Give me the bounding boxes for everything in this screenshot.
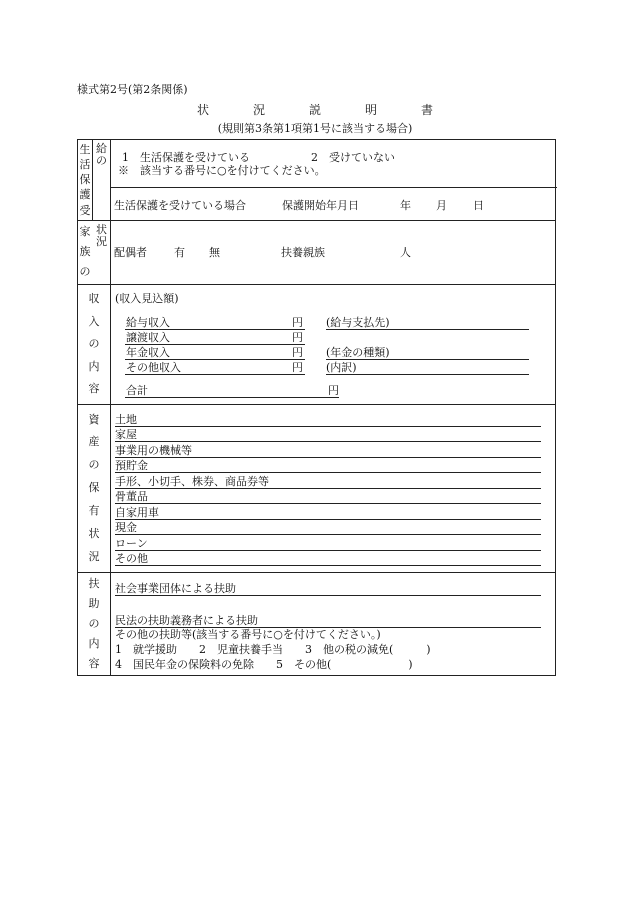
document-subtitle: (規則第3条第1項第1号に該当する場合) <box>217 122 413 135</box>
year-label: 年 <box>400 199 411 212</box>
label-char: の <box>88 617 100 631</box>
section-label-family <box>78 222 92 282</box>
label-char: 状 <box>88 526 100 540</box>
spouse-label: 配偶者 <box>114 246 147 259</box>
asset-field-line <box>115 503 541 504</box>
asset-item: 事業用の機械等 <box>115 444 192 457</box>
employer-label: (給与支払先) <box>326 316 390 329</box>
label-column-border <box>110 140 111 675</box>
circle-instruction: ※ 該当する番号に○を付けてください。 <box>118 164 326 177</box>
asset-item: 骨董品 <box>115 490 148 503</box>
total-field-line <box>125 397 339 398</box>
label-char: の <box>88 337 100 351</box>
total-unit: 円 <box>328 384 339 397</box>
assistance-options-row2: 4 国民年金の保険料の免除 5 その他( ) <box>115 658 413 671</box>
income-field-line <box>125 344 305 345</box>
persons-unit: 人 <box>400 246 411 259</box>
label-char: 産 <box>88 435 100 449</box>
month-label: 月 <box>436 199 447 212</box>
label-char: 助 <box>88 597 100 611</box>
title-char: 説 <box>308 103 321 117</box>
status-form-table <box>77 139 556 676</box>
social-org-assistance: 社会事業団体による扶助 <box>115 582 236 595</box>
spouse-yes: 有 <box>174 246 185 259</box>
dependents-label: 扶養親族 <box>281 246 325 259</box>
breakdown-field-line <box>326 374 529 375</box>
pension-type-label: (年金の種類) <box>326 346 390 359</box>
asset-field-line <box>115 472 541 473</box>
welfare-option-not-receiving: 2 受けていない <box>311 151 395 164</box>
asset-field-line <box>115 488 541 489</box>
income-field-line <box>125 374 305 375</box>
income-unit: 円 <box>292 331 303 344</box>
section-label-assets <box>78 408 110 568</box>
other-assistance-note: その他の扶助等(該当する番号に○を付けてください。) <box>115 628 381 641</box>
label-char: 容 <box>88 381 100 395</box>
assistance-field-line <box>115 595 541 596</box>
income-label: その他収入 <box>126 361 181 374</box>
asset-item: その他 <box>115 552 148 565</box>
divider <box>110 187 557 188</box>
asset-item: 手形、小切手、株券、商品券等 <box>115 475 269 488</box>
assistance-options-row1: 1 就学援助 2 児童扶養手当 3 他の税の減免( ) <box>115 643 431 656</box>
label-char: 活 <box>79 158 91 171</box>
income-label: 給与収入 <box>126 316 170 329</box>
label-char: の <box>96 153 107 167</box>
start-date-label: 保護開始年月日 <box>282 199 359 212</box>
employer-field-line <box>326 329 529 330</box>
label-char: 資 <box>88 412 100 426</box>
day-label: 日 <box>473 199 484 212</box>
income-label: 年金収入 <box>126 346 170 359</box>
asset-item: 家屋 <box>115 428 137 441</box>
label-char: 内 <box>88 359 100 373</box>
income-unit: 円 <box>292 346 303 359</box>
section-label-welfare <box>78 142 92 218</box>
label-char: 護 <box>79 188 91 202</box>
section-label-family-inner <box>93 224 110 248</box>
breakdown-label: (内訳) <box>326 361 357 374</box>
asset-item: ローン <box>115 537 148 550</box>
label-char: 受 <box>79 203 91 217</box>
spouse-no: 無 <box>209 246 220 259</box>
asset-field-line <box>115 534 541 535</box>
label-char: 保 <box>79 173 91 187</box>
label-char: 状 <box>96 223 107 236</box>
divider <box>78 220 555 221</box>
label-char: 家 <box>79 225 91 239</box>
document-title <box>0 104 630 116</box>
pension-type-field-line <box>326 359 529 360</box>
title-char: 況 <box>252 103 265 117</box>
section-label-income <box>78 288 110 400</box>
label-char: 容 <box>88 657 100 671</box>
label-char: 況 <box>88 549 100 563</box>
asset-field-line <box>115 550 541 551</box>
divider <box>78 284 555 285</box>
label-char: 扶 <box>88 577 100 591</box>
label-char: 入 <box>88 314 100 328</box>
title-char: 明 <box>365 103 378 117</box>
label-char: 収 <box>88 292 100 306</box>
label-char: 況 <box>96 235 107 249</box>
label-char: の <box>79 265 91 279</box>
section-label-assistance <box>78 574 110 674</box>
asset-field-line <box>115 457 541 458</box>
label-char: 族 <box>79 245 91 259</box>
divider <box>78 572 555 573</box>
welfare-option-receiving: 1 生活保護を受けている <box>122 151 250 164</box>
income-heading: (収入見込額) <box>115 292 179 305</box>
title-char: 書 <box>421 103 434 117</box>
label-char: 有 <box>88 504 100 518</box>
income-field-line <box>125 359 305 360</box>
income-label: 譲渡収入 <box>126 331 170 344</box>
asset-item: 土地 <box>115 413 137 426</box>
civil-law-assistance: 民法の扶助義務者による扶助 <box>115 614 258 627</box>
label-char: 給 <box>96 142 107 155</box>
asset-field-line <box>115 426 541 427</box>
label-char: の <box>88 458 100 472</box>
asset-item: 預貯金 <box>115 459 148 472</box>
label-char: 生 <box>79 142 91 156</box>
section-label-welfare-inner <box>93 143 110 166</box>
divider <box>78 404 555 405</box>
asset-field-line <box>115 519 541 520</box>
label-char: 内 <box>88 637 100 651</box>
title-char: 状 <box>196 103 209 117</box>
total-label: 合計 <box>126 384 148 397</box>
receiving-case-label: 生活保護を受けている場合 <box>114 199 246 212</box>
asset-item: 現金 <box>115 521 137 534</box>
label-char: 保 <box>88 481 100 495</box>
income-unit: 円 <box>292 361 303 374</box>
asset-field-line <box>115 441 541 442</box>
asset-field-line <box>115 565 541 566</box>
income-field-line <box>125 329 305 330</box>
income-unit: 円 <box>292 316 303 329</box>
form-number: 様式第2号(第2条関係) <box>77 83 188 96</box>
asset-item: 自家用車 <box>115 506 159 519</box>
